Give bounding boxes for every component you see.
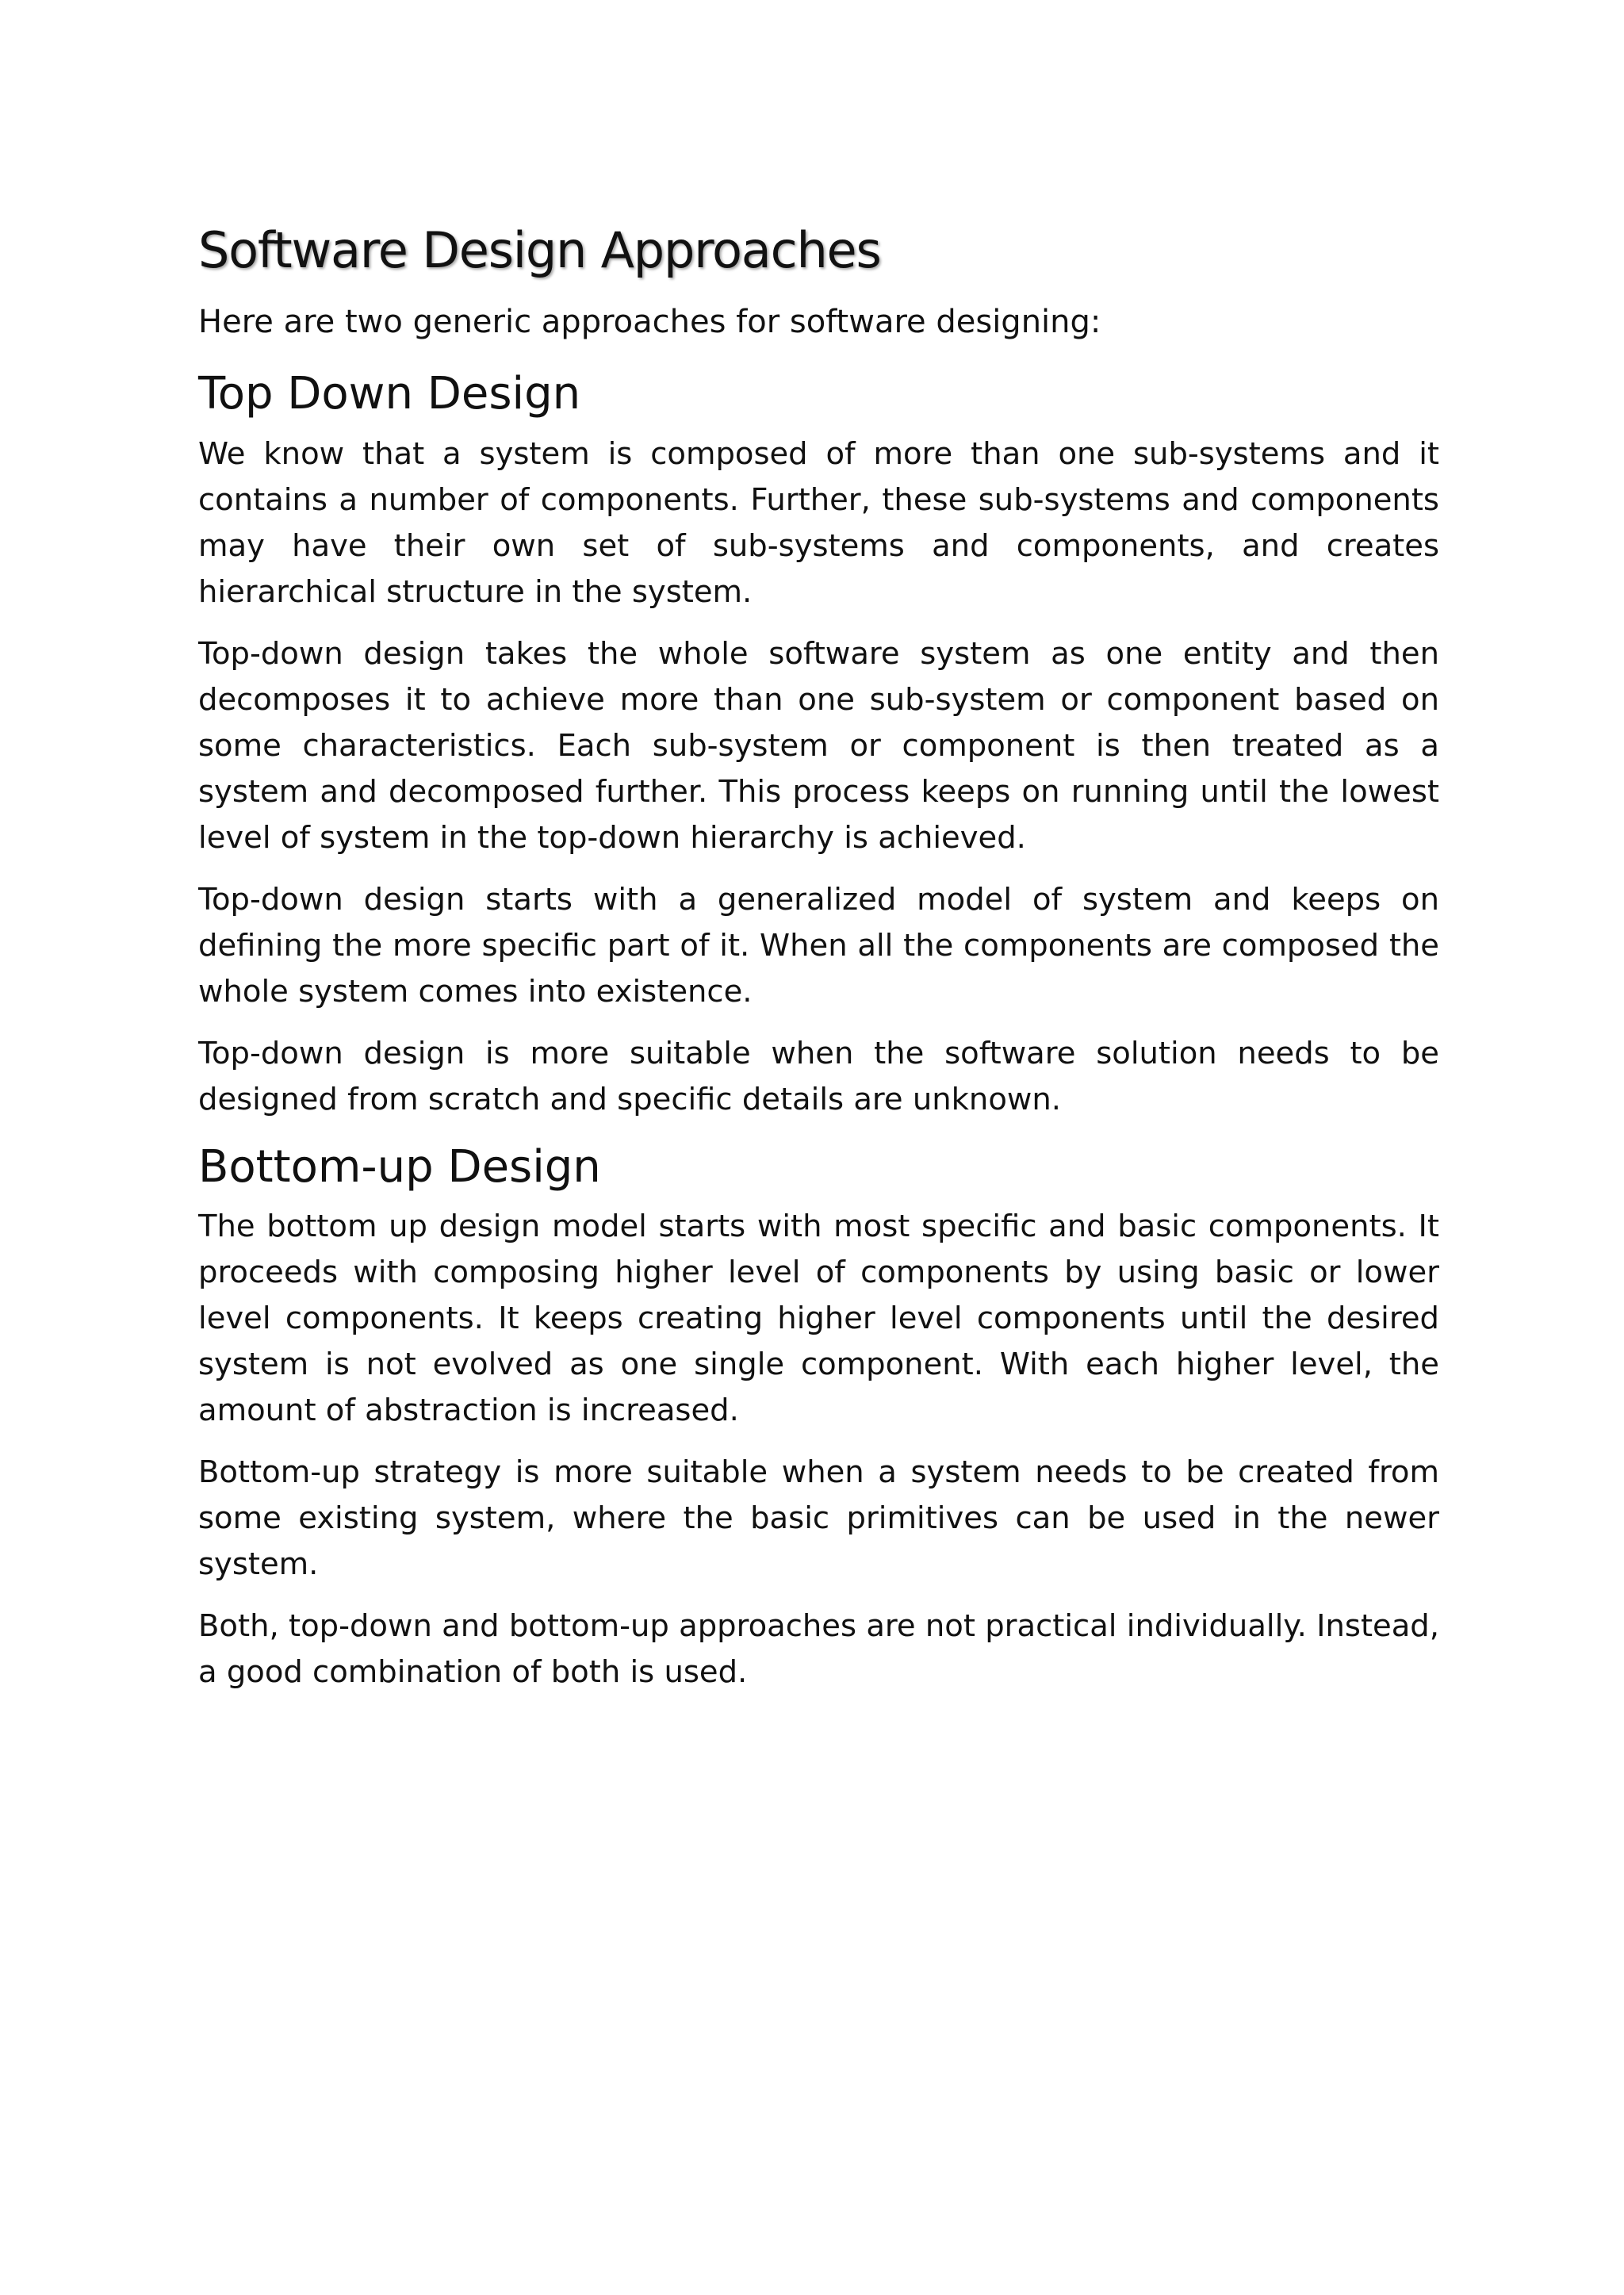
paragraph: We know that a system is composed of more than one sub-systems and it contains a number of components. Further, these sub-systems and components may have their own set of sub-systems and components, and creates hierarchical structure in the system. (198, 435, 1439, 610)
section-heading: Bottom-up Design (198, 1140, 601, 1193)
paragraph: Top-down design starts with a generalized model of system and keeps on defining the more specific part of it. When all the components are composed the whole system comes into existence. (198, 881, 1439, 1010)
section-top-down (198, 369, 1439, 1122)
section-bottom-up (198, 1142, 1439, 1695)
paragraph: Bottom-up strategy is more suitable when a system needs to be created from some existing system, where the basic primitives can be used in the newer system. (198, 1454, 1439, 1583)
paragraph: Both, top-down and bottom-up approaches are not practical individually. Instead, a good combination of both is used. (198, 1608, 1439, 1691)
paragraph: Top-down design is more suitable when the software solution needs to be designed from scratch and specific details are unknown. (198, 1035, 1439, 1117)
paragraph: Top-down design takes the whole software system as one entity and then decomposes it to achieve more than one sub-system or component based on some characteristics. Each sub-system or component is then treated as a system and decomposed further. This process keeps on running until the lowest level of system in the top-down hierarchy is achieved. (198, 635, 1439, 856)
section-heading: Top Down Design (198, 368, 581, 420)
paragraph: The bottom up design model starts with most specific and basic components. It proceeds with composing higher level of components by using basic or lower level components. It keeps creating higher level components until the desired system is not evolved as one single component. With each higher level, the amount of abstraction is increased. (198, 1209, 1439, 1429)
page-title: Software Design Approaches (198, 221, 881, 279)
document-page (198, 222, 1439, 1715)
intro-paragraph: Here are two generic approaches for software designing: (198, 304, 1101, 341)
